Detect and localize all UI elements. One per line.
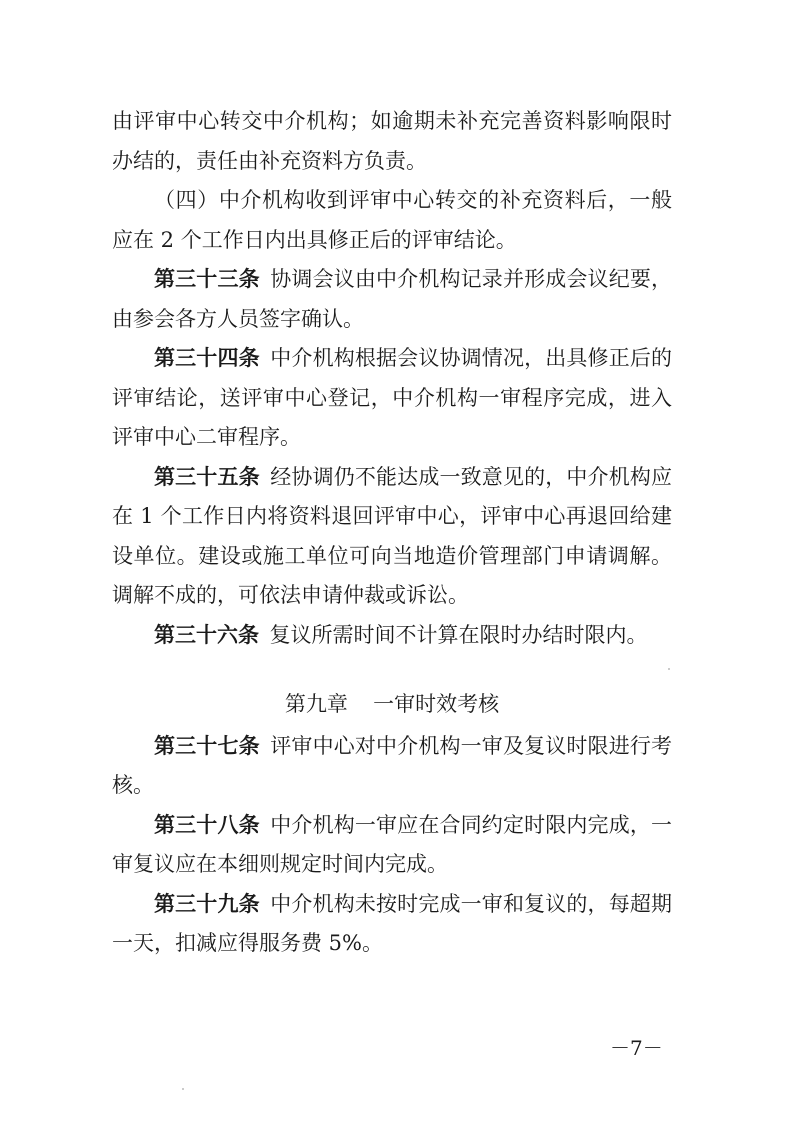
scan-speck: [668, 668, 670, 670]
article-paragraph: [112, 885, 672, 964]
scan-speck: [182, 1088, 184, 1090]
paragraph-text: （四）中介机构收到评审中心转交的补充资料后，一般应在 2 个工作日内出具修正后的评审结论。: [112, 188, 672, 252]
page-number: －7－: [610, 1036, 663, 1060]
article-number: 第三十四条: [154, 346, 260, 370]
chapter-number: 第九章: [284, 692, 348, 716]
paragraph-text: 中介机构一审应在合同约定时限内完成，一审复议应在本细则规定时间内完成。: [112, 812, 673, 876]
article-paragraph: [112, 616, 672, 656]
paragraph-text: 中介机构未按时完成一审和复议的，每超期一天，扣减应得服务费 5%。: [112, 891, 673, 955]
article-number: 第三十九条: [154, 891, 260, 916]
paragraph-text: 经协调仍不能达成一致意见的，中介机构应在 1 个工作日内将资料退回评审中心，评审中心再退回给建设单位。建设或施工单位可向当地造价管理部门申请调解。调解不成的，可依法申请仲裁或诉讼。: [112, 464, 673, 607]
paragraph-text: 复议所需时间不计算在限时办结时限内。: [269, 622, 648, 647]
paragraph-text: 协调会议由中介机构记录并形成会议纪要，由参会各方人员签字确认。: [112, 267, 673, 331]
article-number: 第三十七条: [154, 733, 260, 758]
article-paragraph: [112, 339, 672, 458]
article-paragraph: [112, 806, 672, 885]
paragraph: [112, 102, 672, 181]
paragraph-text: 由评审中心转交中介机构；如逾期未补充完善资料影响限时办结的，责任由补充资料方负责。: [112, 109, 672, 173]
article-number: 第三十五条: [154, 464, 260, 489]
article-number: 第三十三条: [154, 267, 260, 291]
chapter-heading: [112, 685, 672, 725]
paragraph-text: 评审中心对中介机构一审及复议时限进行考核。: [112, 733, 673, 797]
chapter-title: 一审时效考核: [373, 692, 500, 716]
article-paragraph: [112, 260, 672, 339]
document-body: [112, 102, 672, 964]
article-paragraph: [112, 727, 672, 806]
paragraph-text: 中介机构根据会议协调情况，出具修正后的评审结论，送评审中心登记，中介机构一审程序完成，进入评审中心二审程序。: [112, 346, 673, 449]
article-paragraph: [112, 458, 672, 616]
article-number: 第三十六条: [154, 622, 259, 647]
paragraph: [112, 181, 672, 260]
article-number: 第三十八条: [154, 812, 260, 837]
